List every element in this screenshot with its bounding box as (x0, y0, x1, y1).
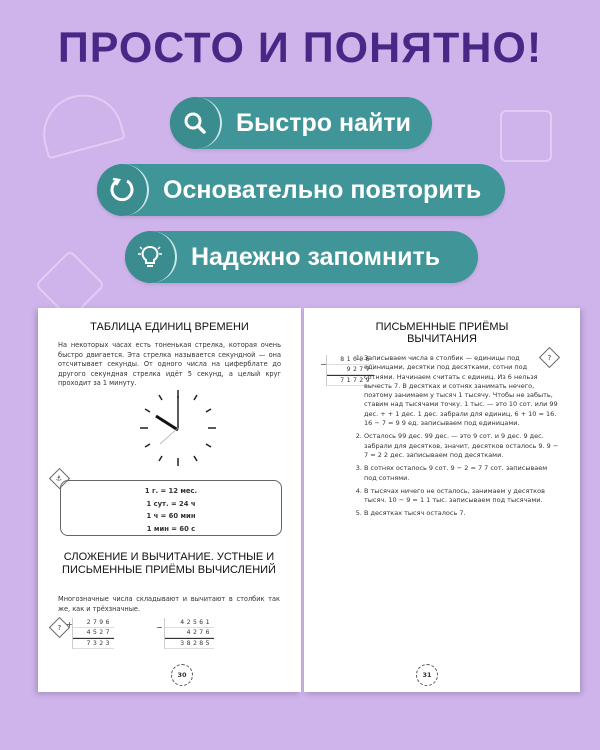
result: 38285 (165, 638, 214, 649)
feature-quick-find (170, 97, 432, 149)
clock-illustration (138, 388, 218, 468)
page-title: ПРОСТО И ПОНЯТНО! (57, 24, 543, 72)
page-number: 31 (416, 664, 438, 686)
book-page-right (304, 308, 580, 692)
operand: 42561 (165, 618, 214, 628)
operand: 2796 (73, 618, 114, 628)
minus-sign: − (156, 623, 163, 632)
decoration-protractor-icon (34, 86, 126, 160)
step-item: 4. В тысячах ничего не осталось, занимаем у десятков тысяч. 10 − 9 = 1 1 тыс. записываем под тысячами. (364, 487, 559, 506)
feature-label: Надежно запомнить (191, 242, 441, 271)
operand: 4527 (73, 628, 114, 638)
unit-row: 1 сут. = 24 ч (146, 499, 196, 508)
hint-icon: ? (539, 347, 560, 368)
result: 71729 (327, 375, 374, 386)
feature-review (97, 164, 505, 216)
feature-remember (125, 231, 478, 283)
decoration-calculator-icon (500, 110, 552, 162)
unit-row: 1 мин = 60 с (146, 524, 196, 533)
step-item: 3. В сотнях осталось 9 сот. 9 − 2 = 7 7 сот. записываем под сотнями. (364, 464, 559, 483)
step-item: 5. В десятках тысяч осталось 7. (364, 509, 559, 518)
page-number: 30 (171, 664, 193, 686)
refresh-icon (97, 164, 149, 216)
operand: 81006 (327, 355, 374, 365)
anchor-icon: ⚓ (49, 468, 70, 489)
steps-list (354, 354, 559, 523)
operand: 4276 (165, 628, 214, 638)
section-text: Многозначные числа складывают и вычитают в столбик так же, как и трёхзначные. (58, 595, 280, 613)
result: 7323 (73, 638, 114, 649)
time-units-box (60, 480, 282, 536)
intro-text: На некоторых часах есть тоненькая стрелка, которая очень быстро двигается. Эта стрелка называется секундной — она отсчитывает секунды. От одного числа на циферблате до другого секундная стрелка идёт 5 секунд, а целый круг проходит за 1 минуту. (58, 341, 281, 387)
addition-column (72, 618, 114, 649)
step-item: 1. Записываем числа в столбик — единицы под единицами, десятки под десятками, сотни под сотнями. Начинаем считать с единиц. Из 6 нельзя вычесть 7. В десятках и сотнях занимать нечего, поэтому занимаем у тысяч 1 тысячу. Чтобы не забыть, ставим над тысячами точку. 1 тыс. — это 10 сот. или 99 дес. + + 1 дес. 1 дес. забрали для единиц, 6 + 10 = 16. 16 − 7 = 9 9 ед. записываем под единицами. (364, 354, 559, 428)
subtraction-column (164, 618, 214, 649)
operand: 9277 (327, 365, 374, 375)
book-page-left (38, 308, 301, 692)
plus-sign: + (66, 620, 73, 629)
section-heading-2: СЛОЖЕНИЕ И ВЫЧИТАНИЕ. УСТНЫЕ И ПИСЬМЕННЫЕ ПРИЁМЫ ВЫЧИСЛЕНИЙ (62, 551, 276, 576)
minus-sign: − (320, 360, 327, 369)
feature-label: Основательно повторить (163, 175, 482, 204)
unit-row: 1 ч = 60 мин (146, 512, 196, 520)
section-heading: ТАБЛИЦА ЕДИНИЦ ВРЕМЕНИ (90, 321, 249, 333)
lightbulb-icon (125, 231, 177, 283)
feature-label: Быстро найти (236, 108, 411, 137)
unit-row: 1 г. = 12 мес. (144, 487, 198, 495)
hint-icon: ? (49, 617, 70, 638)
section-heading: ПИСЬМЕННЫЕ ПРИЁМЫ ВЫЧИТАНИЯ (375, 321, 509, 345)
step-item: 2. Осталось 99 дес. 99 дес. — это 9 сот. и 9 дес. 9 дес. забрали для десятков, значит, десятков осталось 9. 9 − 7 = 2 2 дес. записываем под десятками. (364, 432, 559, 460)
search-icon (170, 97, 222, 149)
